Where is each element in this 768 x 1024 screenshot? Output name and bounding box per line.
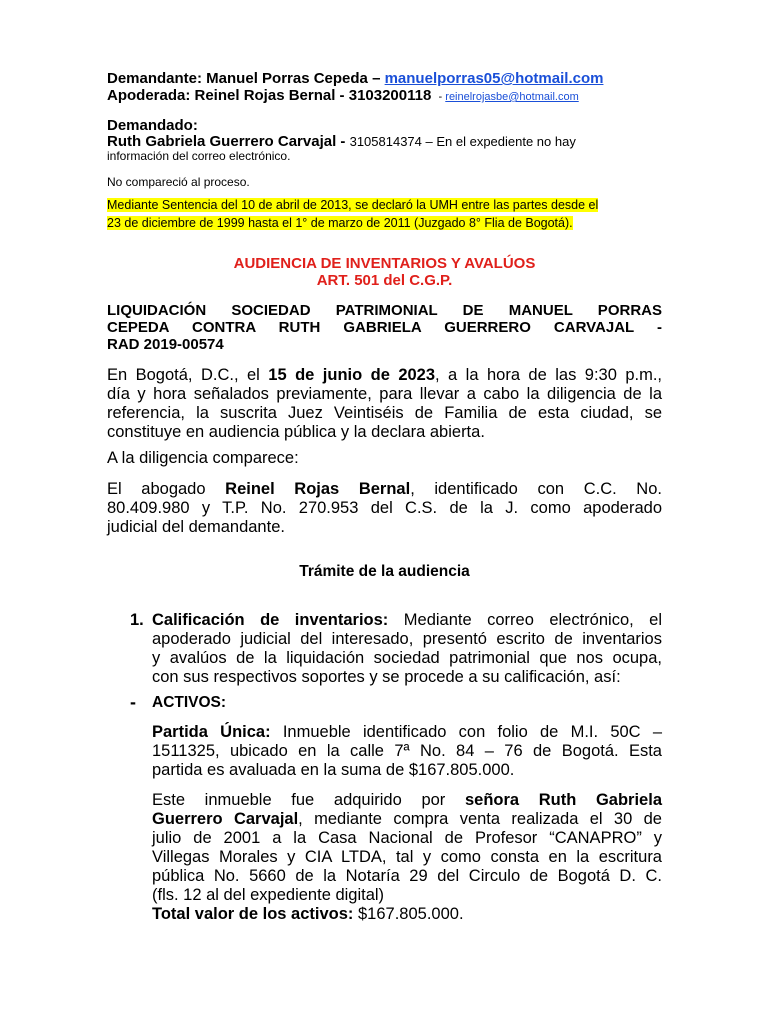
apoderada-line: Apoderada: Reinel Rojas Bernal - 3103200118 - reinelrojasbe@hotmail.com [107, 87, 579, 104]
demandado-note: información del correo electrónico. [107, 149, 291, 163]
paragraph-abogado [107, 480, 662, 537]
highlight-line-2: 23 de diciembre de 1999 hasta el 1° de marzo de 2011 (Juzgado 8° Flia de Bogotá). [107, 216, 573, 230]
p1-date: 15 de junio de 2023 [268, 366, 436, 384]
title-line-1: AUDIENCIA DE INVENTARIOS Y AVALÚOS [233, 255, 536, 272]
item-1-number: 1. [130, 611, 144, 629]
inmueble-line-6: (fls. 12 al del expediente digital) [152, 886, 385, 904]
p1-line-2: día y hora señalados previamente, para llevar a cabo la diligencia de la [107, 385, 662, 403]
item-1-line-3: y avalúos de la liquidación sociedad patrimonial que nos ocupa, [152, 649, 662, 667]
demandante-label: Demandante: Manuel Porras Cepeda – [107, 70, 381, 87]
total-activos [152, 905, 662, 924]
inmueble-line-5: pública No. 5660 de la Notaría 29 del Circulo de Bogotá D. C. [152, 867, 662, 885]
apoderada-label: Apoderada: Reinel Rojas Bernal - 3103200118 [107, 87, 432, 104]
subject-line-2: CEPEDA CONTRA RUTH GABRIELA GUERRERO CARVAJAL - [107, 319, 662, 336]
p1-line-4: constituye en audiencia pública y la declara abierta. [107, 423, 485, 441]
paragraph-opening [107, 366, 662, 442]
highlight-line-1: Mediante Sentencia del 10 de abril de 2013, se declaró la UMH entre las partes desde el [107, 198, 599, 212]
demandante-line [107, 70, 662, 87]
item-1-line-2: apoderado judicial del interesado, presentó escrito de inventarios [152, 630, 662, 648]
item-1-line-1: Mediante correo electrónico, el [388, 611, 663, 629]
inmueble-line-3: julio de 2001 a la Casa Nacional de Profesor “CANAPRO” y [152, 829, 662, 847]
paragraph-comparece: A la diligencia comparece: [107, 449, 299, 467]
inmueble-pre: Este inmueble fue adquirido por [152, 791, 446, 809]
p1-line-3: referencia, la suscrita Juez Veintiséis de Familia de esta ciudad, se [107, 404, 662, 422]
inmueble-name-2: Guerrero Carvajal [152, 810, 299, 828]
section-heading: Trámite de la audiencia [299, 563, 470, 580]
inmueble-paragraph [152, 791, 662, 905]
apoderada-email-link[interactable]: reinelrojasbe@hotmail.com [445, 91, 579, 103]
p1-pre: En Bogotá, D.C., el [107, 366, 260, 384]
p3-line-2: 80.409.980 y T.P. No. 270.953 del C.S. de la J. como apoderado [107, 499, 662, 517]
p3-line-3: judicial del demandante. [107, 518, 285, 536]
partida-line-3: partida es avaluada en la suma de $167.805.000. [152, 761, 515, 779]
title-line-2: ART. 501 del C.G.P. [316, 272, 453, 289]
total-value: $167.805.000. [353, 905, 464, 923]
subject-line-1: LIQUIDACIÓN SOCIEDAD PATRIMONIAL DE MANUEL PORRAS [107, 302, 662, 319]
partida-title: Partida Única: [152, 723, 271, 741]
item-1-title: Calificación de inventarios: [152, 611, 389, 629]
inmueble-name-1: señora Ruth Gabriela [464, 791, 662, 809]
inmueble-line-4: Villegas Morales y CIA LTDA, tal y como consta en la escritura [152, 848, 662, 866]
p1-post: , a la hora de las 9:30 p.m., [435, 366, 662, 384]
item-1-line-4: con sus respectivos soportes y se procede a su calificación, así: [152, 668, 621, 686]
p3-post: , identificado con C.C. No. [410, 480, 662, 498]
demandado-heading: Demandado: [107, 117, 198, 134]
partida-line-2: 1511325, ubicado en la calle 7ª No. 84 – 76 de Bogotá. Esta [152, 742, 662, 760]
activos-bullet: - [130, 692, 136, 712]
item-1-text [152, 611, 662, 687]
demandado-name: Ruth Gabriela Guerrero Carvajal - [107, 133, 346, 150]
demandante-email-link[interactable]: manuelporras05@hotmail.com [384, 70, 604, 87]
p3-name: Reinel Rojas Bernal [225, 480, 411, 498]
subject-line-3: RAD 2019-00574 [107, 336, 224, 353]
activos-label: ACTIVOS: [152, 694, 227, 711]
total-label: Total valor de los activos: [152, 905, 354, 923]
sentencia-highlight [107, 196, 667, 232]
no-comparecio-text: No compareció al proceso. [107, 175, 250, 189]
inmueble-line-2: , mediante compra venta realizada el 30 de [298, 810, 662, 828]
partida-unica [152, 723, 662, 780]
demandado-phone: 3105814374 – En el expediente no hay [349, 134, 576, 149]
partida-line-1: Inmueble identificado con folio de M.I. 50C – [270, 723, 662, 741]
p3-pre: El abogado [107, 480, 206, 498]
